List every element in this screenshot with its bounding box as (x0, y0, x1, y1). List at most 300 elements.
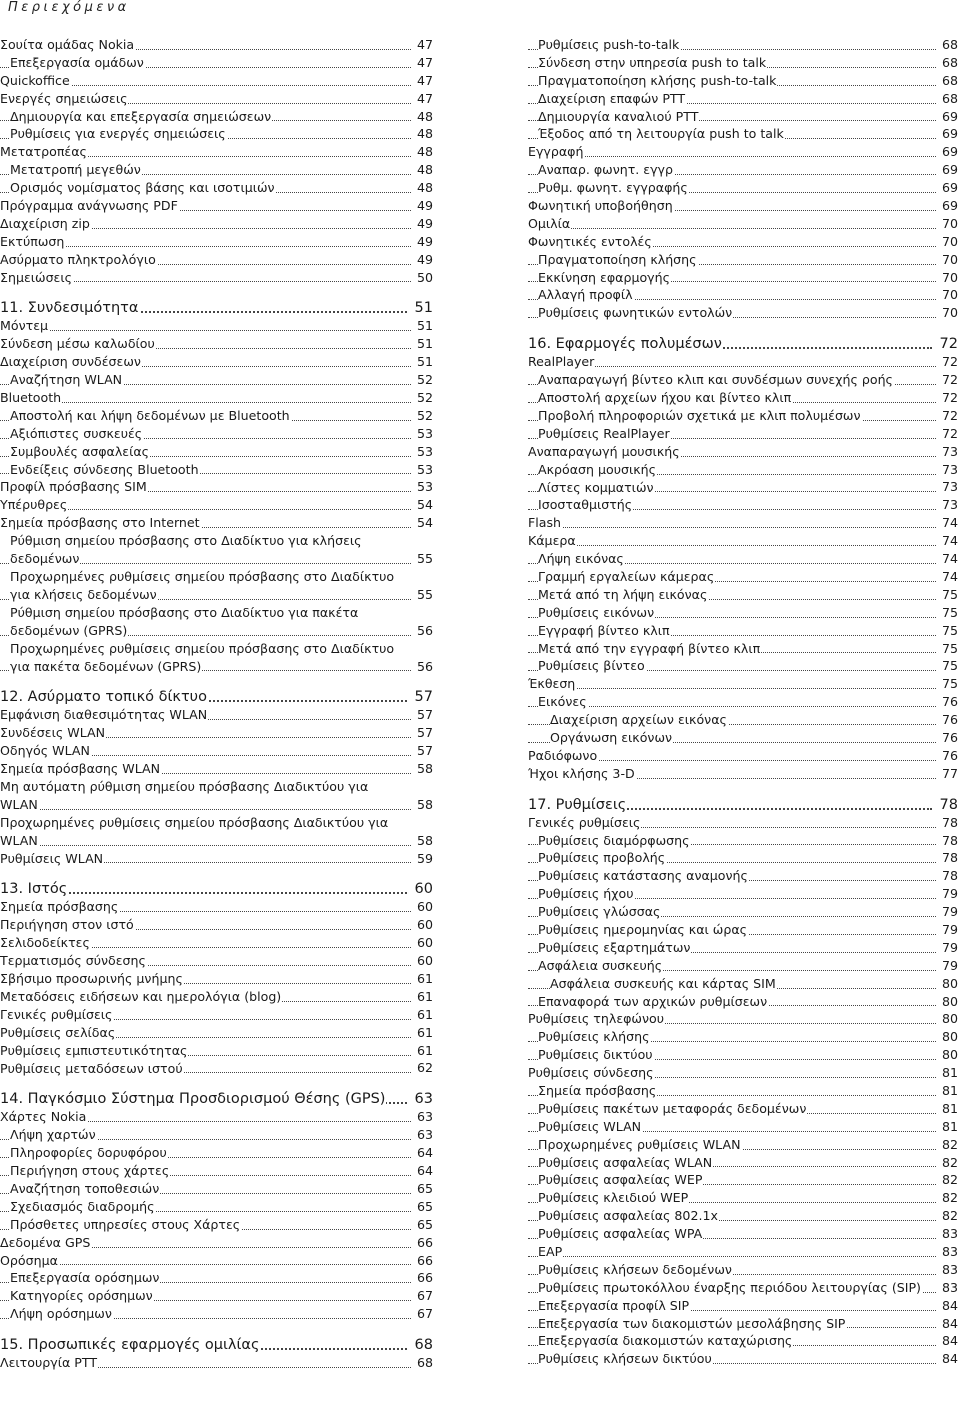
dot-leader (0, 845, 411, 846)
toc-chapter[interactable] (528, 796, 958, 814)
toc-entry[interactable] (528, 604, 958, 622)
toc-page-number: 76 (941, 694, 958, 710)
toc-entry-title: Τερματισμός σύνδεσης (0, 953, 146, 969)
toc-entry[interactable] (528, 1010, 958, 1028)
toc-entry-title: Εγγραφή βίντεο κλιπ (538, 622, 670, 638)
toc-chapter[interactable] (0, 1336, 433, 1354)
toc-entry[interactable] (0, 353, 433, 371)
toc-entry[interactable] (0, 317, 433, 335)
toc-page-number: 64 (416, 1145, 433, 1161)
toc-entry[interactable] (0, 604, 433, 640)
toc-page-number: 55 (416, 586, 433, 602)
toc-entry-title: Ρυθμίσεις WLAN (0, 850, 104, 866)
toc-entry[interactable] (528, 832, 958, 850)
toc-chapter[interactable] (0, 880, 433, 898)
toc-entry[interactable] (0, 407, 433, 425)
toc-entry[interactable] (0, 568, 433, 604)
toc-entry[interactable] (528, 993, 958, 1011)
toc-entry[interactable] (528, 765, 958, 783)
toc-entry-title: EAP (538, 1244, 563, 1260)
toc-entry-title: Μη αυτόματη ρύθμιση σημείου πρόσβασης Διαδικτύου για WLAN (0, 778, 369, 812)
toc-entry[interactable] (0, 706, 433, 724)
toc-page-number: 84 (941, 1333, 958, 1349)
toc-entry[interactable] (528, 179, 958, 197)
toc-entry[interactable] (0, 1198, 433, 1216)
toc-entry-title: Ρυθμίσεις ασφαλείας 802.1x (538, 1208, 718, 1224)
toc-entry[interactable] (528, 921, 958, 939)
toc-entry[interactable] (0, 1305, 433, 1323)
toc-page-number: 78 (941, 868, 958, 884)
toc-entry-title: Ρυθμίσεις φωνητικών εντολών (538, 305, 733, 321)
toc-entry-title: Επεξεργασία προφίλ SIP (538, 1297, 690, 1313)
toc-entry[interactable] (528, 1350, 958, 1368)
toc-chapter[interactable] (0, 299, 433, 317)
toc-entry[interactable] (0, 640, 433, 676)
toc-page-number: 75 (941, 586, 958, 602)
toc-entry[interactable] (0, 1144, 433, 1162)
toc-entry-title: Ρυθμίσεις γλώσσας (538, 904, 661, 920)
toc-page-number: 72 (941, 354, 958, 370)
toc-entry-title: 14. Παγκόσμιο Σύστημα Προσδιορισμού Θέσης (GPS) (0, 1091, 386, 1108)
toc-page-number: 54 (416, 497, 433, 513)
toc-entry[interactable] (0, 233, 433, 251)
toc-entry[interactable] (528, 233, 958, 251)
toc-entry[interactable] (0, 197, 433, 215)
toc-entry-title: Αλλαγή προφίλ (538, 287, 633, 303)
toc-entry[interactable] (0, 161, 433, 179)
toc-entry[interactable] (528, 304, 958, 322)
toc-page-number: 63 (414, 1091, 433, 1108)
toc-entry[interactable] (528, 496, 958, 514)
toc-page-number: 60 (416, 899, 433, 915)
toc-entry[interactable] (0, 1126, 433, 1144)
toc-entry[interactable] (528, 1046, 958, 1064)
toc-entry[interactable] (528, 657, 958, 675)
toc-entry-title: Quickoffice (0, 72, 70, 88)
toc-entry[interactable] (528, 1243, 958, 1261)
toc-page-number: 57 (416, 743, 433, 759)
toc-entry-title: Ρυθμίσεις WLAN (538, 1118, 642, 1134)
toc-entry[interactable] (528, 1297, 958, 1315)
toc-entry[interactable] (0, 1006, 433, 1024)
toc-entry[interactable] (528, 975, 958, 993)
toc-entry[interactable] (0, 371, 433, 389)
toc-entry[interactable] (0, 1269, 433, 1287)
toc-page-number: 48 (416, 162, 433, 178)
toc-page-number: 84 (941, 1315, 958, 1331)
toc-entry[interactable] (528, 1028, 958, 1046)
toc-page-number: 64 (416, 1163, 433, 1179)
toc-entry-title: Σύνδεση μέσω καλωδίου (0, 336, 155, 352)
toc-entry[interactable] (528, 425, 958, 443)
toc-page-number: 84 (941, 1297, 958, 1313)
toc-entry-title: Ρυθμίσεις ήχου (538, 886, 634, 902)
toc-page-number: 62 (416, 1060, 433, 1076)
toc-entry[interactable] (0, 269, 433, 287)
toc-entry[interactable] (0, 125, 433, 143)
toc-entry[interactable] (528, 957, 958, 975)
toc-page-number: 74 (941, 515, 958, 531)
toc-entry-title: Αναπαραγωγή μουσικής (528, 443, 680, 459)
toc-page-number: 61 (416, 1024, 433, 1040)
toc-page-number: 49 (416, 198, 433, 213)
toc-entry-title: Ρυθμίσεις RealPlayer (538, 425, 670, 441)
toc-entry-title: Δημιουργία καναλιού PTT (538, 108, 699, 124)
toc-entry[interactable] (528, 215, 958, 233)
toc-entry[interactable] (528, 1279, 958, 1297)
toc-entry[interactable] (528, 443, 958, 461)
toc-entry[interactable] (0, 1216, 433, 1234)
toc-entry-title: Ασφάλεια συσκευής (538, 957, 663, 973)
toc-page-number: 69 (941, 180, 958, 196)
toc-page-number: 82 (941, 1172, 958, 1188)
toc-page-number: 83 (941, 1226, 958, 1242)
toc-entry[interactable] (528, 675, 958, 693)
toc-entry[interactable] (0, 988, 433, 1006)
toc-entry[interactable] (528, 407, 958, 425)
toc-page-number: 68 (941, 72, 958, 88)
toc-entry[interactable] (528, 1064, 958, 1082)
toc-entry-title: Ρύθμιση σημείου πρόσβασης στο Διαδίκτυο για πακέτα δεδομένων (GPRS) (10, 604, 359, 638)
toc-entry[interactable] (0, 934, 433, 952)
toc-page-number: 51 (416, 336, 433, 352)
toc-page-number: 49 (416, 233, 433, 249)
toc-entry[interactable] (0, 108, 433, 126)
toc-entry[interactable] (528, 640, 958, 658)
dot-leader (528, 688, 936, 689)
toc-entry-title: Αποστολή αρχείων ήχου και βίντεο κλιπ (538, 390, 792, 406)
toc-page-number: 68 (941, 36, 958, 52)
toc-entry-title: Δεδομένα GPS (0, 1234, 91, 1250)
toc-page-number: 70 (941, 287, 958, 303)
toc-entry[interactable] (0, 251, 433, 269)
dot-leader (528, 545, 936, 546)
toc-page-number: 75 (941, 604, 958, 620)
toc-page-number: 83 (941, 1244, 958, 1259)
toc-page-number: 52 (416, 390, 433, 406)
toc-entry-title: Μετά από τη λήψη εικόνας (538, 586, 708, 602)
toc-entry[interactable] (528, 108, 958, 126)
toc-entry[interactable] (0, 1252, 433, 1270)
toc-entry[interactable] (528, 532, 958, 550)
toc-page-number: 57 (416, 707, 433, 723)
toc-entry[interactable] (528, 161, 958, 179)
toc-entry-title: Ρύθμιση σημείου πρόσβασης στο Διαδίκτυο για κλήσεις δεδομένων (10, 533, 362, 567)
toc-entry[interactable] (0, 36, 433, 54)
toc-entry-title: Πρόγραμμα ανάγνωσης PDF (0, 198, 178, 214)
toc-page-number: 67 (416, 1288, 433, 1304)
toc-entry-title: Σημεία πρόσβασης στο Internet (0, 515, 200, 531)
toc-entry[interactable] (0, 952, 433, 970)
toc-page-number: 56 (416, 658, 433, 674)
toc-entry-title: Ρυθμίσεις κατάστασης αναμονής (538, 868, 748, 884)
toc-entry-title: Αναζήτηση τοποθεσιών (10, 1180, 160, 1196)
toc-entry-title: 17. Ρυθμίσεις (528, 796, 627, 813)
toc-page-number: 75 (941, 676, 958, 692)
toc-entry-title: Λήψη χαρτών (10, 1127, 96, 1143)
toc-entry[interactable] (528, 693, 958, 711)
toc-entry[interactable] (528, 1207, 958, 1225)
toc-entry[interactable] (0, 389, 433, 407)
toc-entry[interactable] (0, 496, 433, 514)
toc-entry[interactable] (528, 814, 958, 832)
toc-entry[interactable] (528, 1154, 958, 1172)
toc-entry[interactable] (528, 514, 958, 532)
toc-page-number: 66 (416, 1234, 433, 1250)
toc-entry[interactable] (528, 353, 958, 371)
toc-entry-title: Μετατροπέας (0, 144, 87, 160)
toc-left-column (0, 36, 433, 1372)
toc-entry-title: Πληροφορίες δορυφόρου (10, 1145, 167, 1161)
toc-entry-title: Ρυθμίσεις εξαρτημάτων (538, 939, 691, 955)
toc-page-number: 73 (941, 479, 958, 495)
dot-leader (528, 156, 936, 157)
toc-entry[interactable] (528, 729, 958, 747)
toc-page-number: 61 (416, 971, 433, 987)
toc-page-number: 75 (941, 640, 958, 656)
toc-entry-title: Ρυθμίσεις μεταδόσεων ιστού (0, 1060, 183, 1076)
toc-entry[interactable] (528, 550, 958, 568)
toc-page-number: 83 (941, 1279, 958, 1295)
toc-entry[interactable] (0, 90, 433, 108)
toc-entry[interactable] (528, 251, 958, 269)
toc-entry[interactable] (0, 970, 433, 988)
toc-entry[interactable] (528, 461, 958, 479)
toc-entry[interactable] (528, 849, 958, 867)
toc-entry-title: Σημεία πρόσβασης (538, 1083, 657, 1098)
toc-entry-title: Ενδείξεις σύνδεσης Bluetooth (10, 461, 199, 477)
toc-entry-title: Συνδέσεις WLAN (0, 725, 106, 741)
toc-entry-title: Πραγματοποίηση κλήσης (538, 251, 697, 267)
toc-entry[interactable] (528, 1332, 958, 1350)
toc-entry-title: Λήψη εικόνας (538, 551, 624, 567)
toc-entry[interactable] (528, 711, 958, 729)
toc-entry[interactable] (528, 1315, 958, 1333)
toc-entry[interactable] (528, 72, 958, 90)
toc-page-number: 78 (941, 832, 958, 848)
toc-chapter[interactable] (528, 335, 958, 353)
toc-entry-title: Γενικές ρυθμίσεις (0, 1006, 113, 1022)
toc-entry-title: Ρυθμίσεις προβολής (538, 850, 666, 866)
toc-entry-title: Ρυθμίσεις κλήσεων δικτύου (538, 1351, 712, 1367)
toc-entry[interactable] (528, 747, 958, 765)
toc-page-number: 48 (416, 108, 433, 124)
toc-entry[interactable] (528, 125, 958, 143)
toc-entry[interactable] (0, 778, 433, 814)
toc-page-number: 81 (941, 1082, 958, 1098)
toc-entry-title: Προχωρημένες ρυθμίσεις σημείου πρόσβασης Διαδικτύου για WLAN (0, 814, 389, 848)
toc-entry[interactable] (528, 1189, 958, 1207)
toc-entry-title: Μετά από την εγγραφή βίντεο κλιπ (538, 640, 761, 656)
toc-entry-title: Διαχείριση συνδέσεων (0, 354, 141, 370)
toc-entry[interactable] (528, 371, 958, 389)
toc-entry-title: Επεξεργασία των διακομιστών μεσολάβησης SIP (538, 1315, 846, 1331)
toc-entry[interactable] (0, 335, 433, 353)
toc-entry[interactable] (528, 1100, 958, 1118)
toc-entry[interactable] (0, 1287, 433, 1305)
toc-entry-title: Προχωρημένες ρυθμίσεις WLAN (538, 1136, 741, 1152)
toc-entry-title: Γενικές ρυθμίσεις (528, 814, 641, 830)
toc-entry-title: Έξοδος από τη λειτουργία push to talk (538, 126, 784, 142)
toc-page-number: 68 (941, 54, 958, 70)
toc-entry-title: Πραγματοποίηση κλήσης push-to-talk (538, 72, 777, 88)
toc-entry-title: Μεταδόσεις ειδήσεων και ημερολόγια (blog) (0, 988, 282, 1004)
toc-entry-title: Εκτύπωση (0, 233, 65, 249)
toc-page-number: 66 (416, 1270, 433, 1286)
toc-page-number: 82 (941, 1154, 958, 1170)
toc-entry[interactable] (0, 724, 433, 742)
toc-page-number: 49 (416, 251, 433, 267)
toc-entry[interactable] (0, 179, 433, 197)
toc-entry[interactable] (528, 622, 958, 640)
toc-entry[interactable] (0, 1042, 433, 1060)
toc-page-number: 74 (941, 568, 958, 584)
toc-page-number: 48 (416, 144, 433, 160)
toc-page-number: 60 (416, 935, 433, 951)
toc-entry-title: Ασύρματο πληκτρολόγιο (0, 251, 156, 267)
toc-entry-title: Ασφάλεια συσκευής και κάρτας SIM (550, 975, 776, 991)
toc-entry-title: Σημεία πρόσβασης WLAN (0, 761, 161, 777)
toc-entry[interactable] (528, 389, 958, 407)
toc-entry[interactable] (0, 916, 433, 934)
toc-entry-title: Συμβουλές ασφαλείας (10, 443, 150, 459)
toc-entry-title: Ρυθμίσεις σύνδεσης (528, 1065, 654, 1081)
toc-entry[interactable] (0, 1234, 433, 1252)
toc-entry[interactable] (528, 1171, 958, 1189)
toc-page-number: 76 (941, 712, 958, 728)
toc-page-number: 53 (416, 425, 433, 441)
toc-entry[interactable] (0, 532, 433, 568)
toc-entry-title: Ρυθμίσεις για ενεργές σημειώσεις (10, 126, 226, 142)
toc-entry[interactable] (0, 215, 433, 233)
toc-page-number: 61 (416, 1006, 433, 1022)
toc-entry[interactable] (0, 1354, 433, 1372)
toc-page-number: 73 (941, 497, 958, 513)
toc-entry-title: Σβήσιμο προσωρινής μνήμης (0, 971, 183, 987)
toc-entry[interactable] (528, 479, 958, 497)
toc-entry-title: Ρυθμίσεις ασφαλείας WLAN (538, 1154, 713, 1170)
toc-page-number: 60 (414, 881, 433, 898)
toc-entry-title: Ρυθμίσεις ημερομηνίας και ώρας (538, 921, 748, 937)
toc-page-number: 53 (416, 479, 433, 495)
toc-entry[interactable] (0, 850, 433, 868)
toc-page-number: 72 (941, 407, 958, 423)
toc-entry[interactable] (528, 885, 958, 903)
toc-entry[interactable] (0, 54, 433, 72)
toc-page-number: 80 (941, 975, 958, 991)
toc-entry-title: Flash (528, 515, 562, 531)
toc-entry-title: Φωνητικές εντολές (528, 233, 652, 249)
toc-entry[interactable] (528, 568, 958, 586)
toc-entry[interactable] (528, 36, 958, 54)
toc-entry[interactable] (528, 143, 958, 161)
toc-entry[interactable] (0, 898, 433, 916)
toc-page-number: 75 (941, 658, 958, 674)
toc-entry[interactable] (528, 90, 958, 108)
toc-entry[interactable] (0, 143, 433, 161)
toc-entry[interactable] (0, 742, 433, 760)
toc-entry-title: Φωνητική υποβοήθηση (528, 198, 673, 214)
toc-entry-title: Εγγραφή (528, 144, 584, 160)
toc-entry[interactable] (528, 1118, 958, 1136)
toc-page-number: 69 (941, 126, 958, 142)
toc-page-number: 74 (941, 533, 958, 549)
toc-page-number: 70 (941, 233, 958, 249)
toc-entry[interactable] (0, 461, 433, 479)
dot-leader (528, 1256, 936, 1257)
page-header: Περιεχόμενα (8, 0, 130, 15)
toc-page-number: 65 (416, 1198, 433, 1214)
toc-entry[interactable] (528, 1082, 958, 1100)
toc-entry-title: Ρυθμίσεις ασφαλείας WEP (538, 1172, 703, 1188)
toc-page-number: 68 (416, 1355, 433, 1371)
toc-entry[interactable] (0, 1024, 433, 1042)
toc-entry[interactable] (528, 197, 958, 215)
toc-page-number: 66 (416, 1252, 433, 1268)
toc-entry[interactable] (528, 1136, 958, 1154)
toc-entry-title: Αναπαρ. φωνητ. εγγρ (538, 162, 674, 178)
dot-leader (0, 1264, 411, 1265)
toc-entry[interactable] (0, 425, 433, 443)
toc-entry[interactable] (0, 1162, 433, 1180)
toc-entry-title: Επεξεργασία διακομιστών καταχώρισης (538, 1333, 793, 1349)
toc-entry[interactable] (0, 478, 433, 496)
toc-entry[interactable] (0, 72, 433, 90)
toc-entry-title: Εικόνες (538, 694, 587, 710)
toc-entry[interactable] (0, 814, 433, 850)
toc-entry[interactable] (0, 514, 433, 532)
toc-entry[interactable] (528, 939, 958, 957)
toc-entry-title: Πρόσθετες υπηρεσίες στους Χάρτες (10, 1216, 241, 1232)
toc-page-number: 72 (939, 336, 958, 353)
toc-entry-title: Προφίλ πρόσβασης SIM (0, 479, 147, 495)
toc-chapter[interactable] (0, 1090, 433, 1108)
toc-page-number: 83 (941, 1261, 958, 1277)
toc-entry[interactable] (528, 286, 958, 304)
toc-entry-title: Ορόσημα (0, 1252, 58, 1268)
toc-entry[interactable] (0, 1060, 433, 1078)
toc-entry[interactable] (528, 867, 958, 885)
toc-entry-title: Επεξεργασία ομάδων (10, 54, 144, 70)
toc-entry[interactable] (0, 1108, 433, 1126)
toc-page-number: 58 (416, 761, 433, 777)
toc-entry[interactable] (528, 1261, 958, 1279)
toc-entry-title: Ρυθμίσεις κλήσης (538, 1029, 650, 1045)
toc-page-number: 47 (416, 54, 433, 70)
toc-entry-title: Εκκίνηση εφαρμογής (538, 269, 671, 285)
toc-entry[interactable] (528, 903, 958, 921)
toc-entry-title: Ρυθμίσεις τηλεφώνου (528, 1011, 665, 1027)
toc-entry[interactable] (528, 54, 958, 72)
toc-entry-title: Ρυθμίσεις ασφαλείας WPA (538, 1226, 703, 1242)
toc-entry[interactable] (528, 1225, 958, 1243)
toc-entry[interactable] (528, 269, 958, 287)
toc-entry-title: Ενεργές σημειώσεις (0, 90, 128, 106)
toc-entry[interactable] (528, 586, 958, 604)
toc-page-number: 54 (416, 515, 433, 531)
toc-page-number: 50 (416, 269, 433, 285)
toc-page-number: 70 (941, 305, 958, 321)
toc-page-number: 78 (941, 850, 958, 866)
toc-page-number: 68 (941, 90, 958, 106)
toc-entry[interactable] (0, 760, 433, 778)
toc-entry[interactable] (0, 443, 433, 461)
toc-entry-title: Ήχοι κλήσης 3-D (528, 765, 635, 781)
toc-chapter[interactable] (0, 688, 433, 706)
toc-page-number: 59 (416, 850, 433, 866)
toc-page-number: 58 (416, 796, 433, 812)
toc-entry[interactable] (0, 1180, 433, 1198)
